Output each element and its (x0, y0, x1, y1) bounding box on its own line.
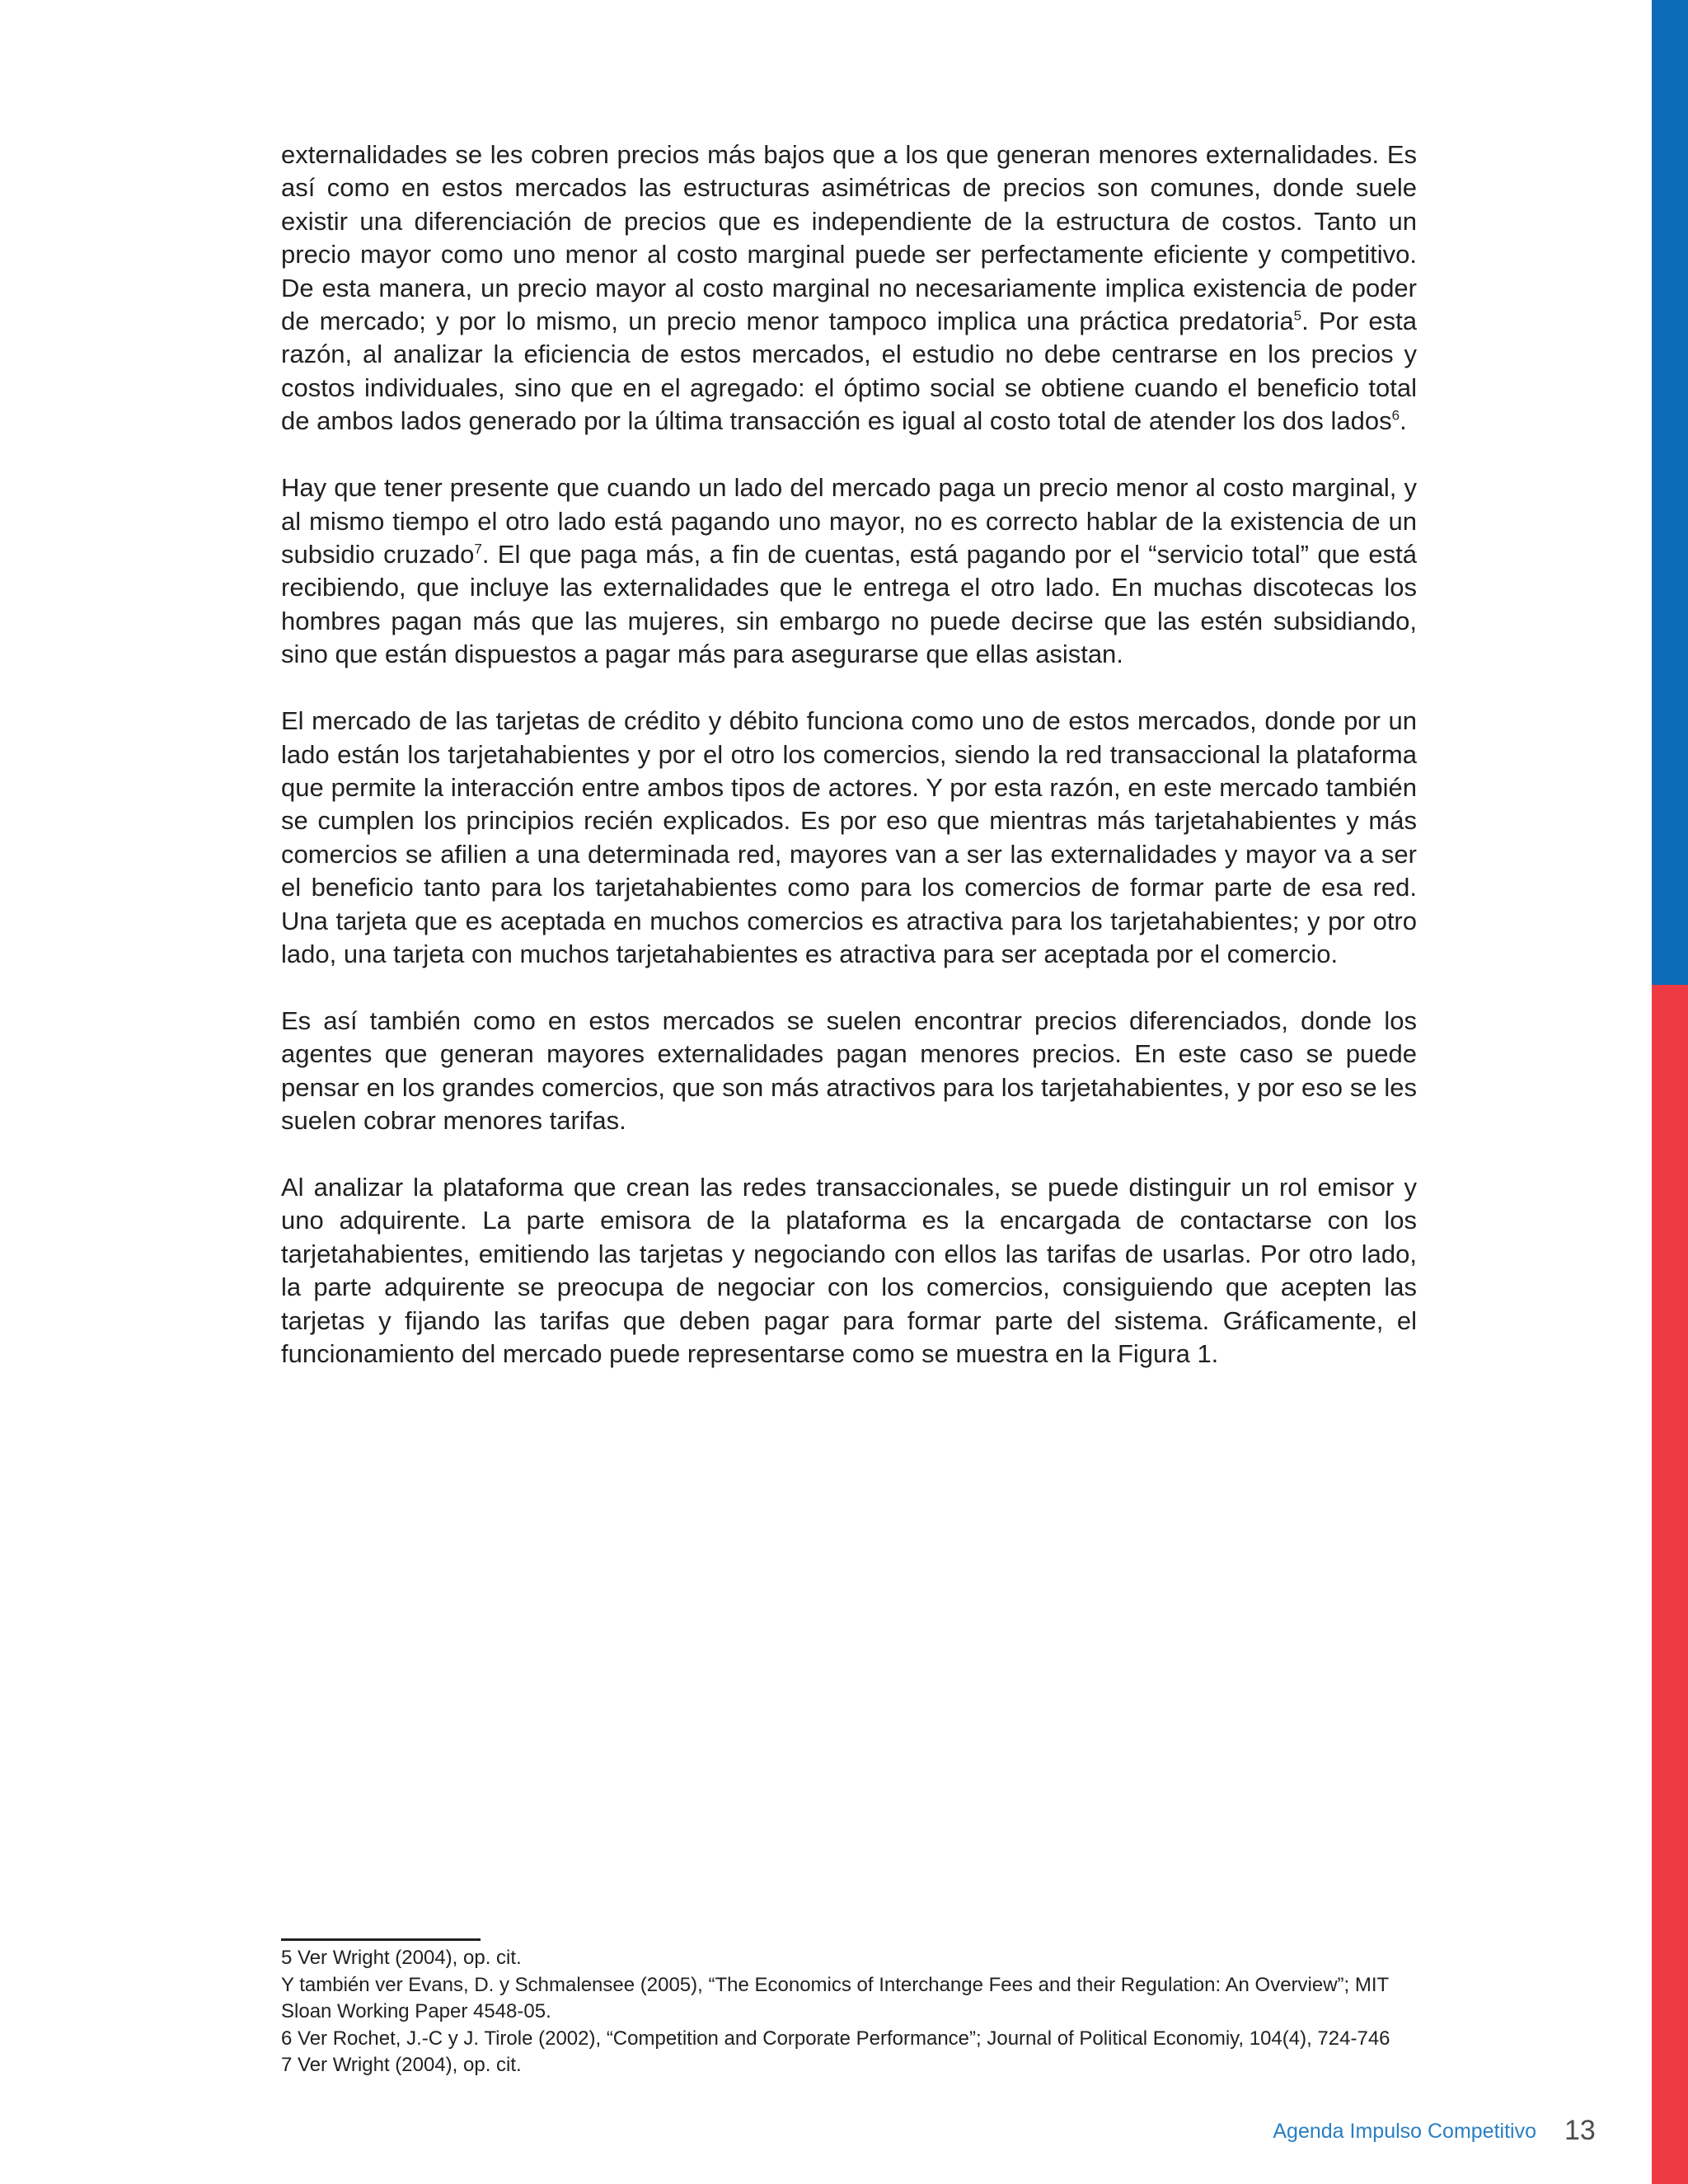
footnote-7: 7 Ver Wright (2004), op. cit. (281, 2054, 522, 2076)
sidebar-blue-band (1652, 0, 1688, 985)
paragraph-1 (281, 138, 1417, 438)
footnote-divider (281, 1938, 481, 1941)
footnote-6: 6 Ver Rochet, J.-C y J. Tirole (2002), “Competition and Corporate Performance”; Journal of Political Economiy, 104(4), 724-746 (281, 2027, 1390, 2050)
sidebar-red-band (1652, 985, 1688, 2184)
paragraph-2-text-a: Hay que tener presente que cuando un lado del mercado paga un precio menor al costo marginal, y al mismo tiempo el otro lado está pagando uno mayor, no es correcto hablar de la existencia de un subsidio cruzado (281, 473, 1417, 569)
footnote-ref-7: 7 (474, 541, 482, 557)
paragraph-1-text-b: . Por esta razón, al analizar la eficiencia de estos mercados, el estudio no debe centrarse en los precios y costos individuales, sino que en el agregado: el óptimo social se obtiene cuando el beneficio total de ambos lados generado por la última transacción es igual al costo total de atender los dos lados (281, 307, 1417, 436)
paragraph-2 (281, 471, 1417, 671)
footnote-5-continued: Y también ver Evans, D. y Schmalensee (2005), “The Economics of Interchange Fees and their Regulation: An Overview”; MIT Sloan Working Paper 4548-05. (281, 1973, 1389, 2022)
footnote-ref-5: 5 (1293, 307, 1302, 324)
footnote-ref-6: 6 (1391, 407, 1400, 424)
main-body-text (281, 138, 1417, 1404)
footer-publication-title: Agenda Impulso Competitivo (1273, 2120, 1536, 2143)
page-number: 13 (1564, 2115, 1596, 2146)
paragraph-3: El mercado de las tarjetas de crédito y débito funciona como uno de estos mercados, donde por un lado están los tarjetahabientes y por el otro los comercios, siendo la red transaccional la plataforma que permite la interacción entre ambos tipos de actores. Y por esta razón, en este mercado también se cumplen los principios recién explicados. Es por eso que mientras más tarjetahabientes y más comercios se afilien a una determinada red, mayores van a ser las externalidades y mayor va a ser el beneficio tanto para los tarjetahabientes como para los comercios de formar parte de esa red. Una tarjeta que es aceptada en muchos comercios es atractiva para los tarjetahabientes; y por otro lado, una tarjeta con muchos tarjetahabientes es atractiva para ser aceptada por el comercio. (281, 706, 1417, 968)
footnote-5: 5 Ver Wright (2004), op. cit. (281, 1947, 522, 1969)
paragraph-4: Es así también como en estos mercados se suelen encontrar precios diferenciados, donde los agentes que generan mayores externalidades pagan menores precios. En este caso se puede pensar en los grandes comercios, que son más atractivos para los tarjetahabientes, y por eso se les suelen cobrar menores tarifas. (281, 1005, 1417, 1136)
paragraph-5: Al analizar la plataforma que crean las redes transaccionales, se puede distinguir un rol emisor y uno adquirente. La parte emisora de la plataforma es la encargada de contactarse con los tarjetahabientes, emitiendo las tarjetas y negociando con ellos las tarifas de usarlas. Por otro lado, la parte adquirente se preocupa de negociar con los comercios, consiguiendo que acepten las tarjetas y fijando las tarifas que deben pagar para formar parte del sistema. Gráficamente, el funcionamiento del mercado puede representarse como se muestra en la Figura 1. (281, 1172, 1417, 1368)
paragraph-1-text-a: externalidades se les cobren precios más bajos que a los que generan menores externalidades. Es así como en estos mercados las estructuras asimétricas de precios son comunes, donde suele existir una diferenciación de precios que es independiente de la estructura de costos. Tanto un precio mayor como uno menor al costo marginal puede ser perfectamente eficiente y competitivo. De esta manera, un precio mayor al costo marginal no necesariamente implica existencia de poder de mercado; y por lo mismo, un precio menor tampoco implica una práctica predatoria (281, 140, 1417, 336)
paragraph-2-text-b: . El que paga más, a fin de cuentas, está pagando por el “servicio total” que está recibiendo, que incluye las externalidades que le entrega el otro lado. En muchas discotecas los hombres pagan más que las mujeres, sin embargo no puede decirse que las estén subsidiando, sino que están dispuestos a pagar más para asegurarse que ellas asistan. (281, 539, 1417, 669)
paragraph-1-text-c: . (1400, 406, 1407, 436)
footnotes (281, 1945, 1417, 2079)
